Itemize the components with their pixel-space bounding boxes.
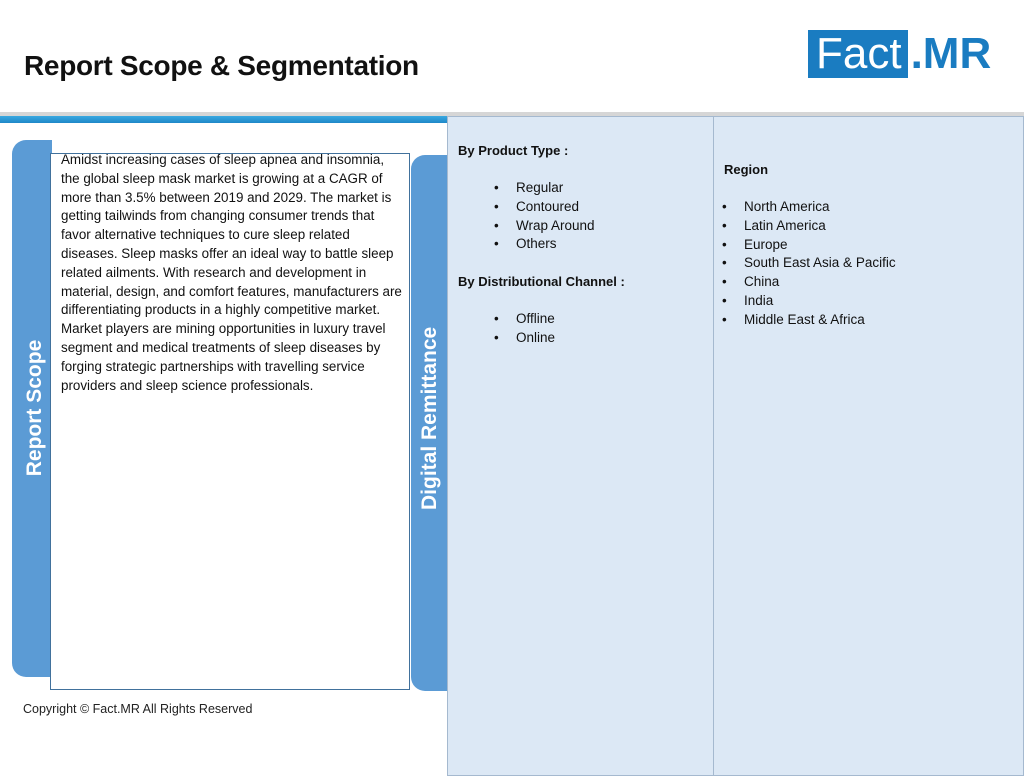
copyright-text: Copyright © Fact.MR All Rights Reserved — [23, 702, 253, 716]
factmr-logo — [808, 30, 991, 78]
region-list — [722, 198, 896, 330]
report-scope-text: Amidst increasing cases of sleep apnea and insomnia, the global sleep mask market is growing at a CAGR of more than 3.5% between 2019 and 2029. The market is getting tailwinds from changing consumer trends that favor alternative techniques to cure sleep related diseases. Sleep masks offer an ideal way to battle sleep related ailments. With research and development in material, design, and comfort features, manufacturers are differentiating products in a highly competitive market. Market players are mining opportunities in luxury travel segment and medical treatments of sleep diseases by forging strategic partnerships with travelling service providers and sleep science professionals. — [61, 152, 402, 393]
channel-list — [494, 310, 555, 348]
logo-suffix: .MR — [910, 29, 992, 78]
channel-heading: By Distributional Channel : — [458, 274, 625, 289]
page-title: Report Scope & Segmentation — [24, 50, 419, 81]
logo-main: Fact — [808, 30, 908, 78]
region-heading: Region — [724, 162, 769, 177]
list-item: • South East Asia & Pacific — [722, 254, 896, 273]
list-item: • North America — [722, 198, 896, 217]
list-item: • Others — [494, 235, 595, 254]
list-item: • India — [722, 292, 896, 311]
list-item: • Latin America — [722, 217, 896, 236]
list-item: • Online — [494, 329, 555, 348]
list-item: • Contoured — [494, 198, 595, 217]
list-item: • Wrap Around — [494, 217, 595, 236]
list-item: • China — [722, 273, 896, 292]
digital-remittance-tab-label: Digital Remittance — [418, 326, 441, 510]
report-scope-tab-label: Report Scope — [23, 339, 46, 477]
product-type-heading: By Product Type : — [458, 143, 569, 158]
list-item: • Middle East & Africa — [722, 311, 896, 330]
list-item: • Europe — [722, 236, 896, 255]
list-item: • Regular — [494, 179, 595, 198]
list-item: • Offline — [494, 310, 555, 329]
product-type-list — [494, 179, 595, 254]
